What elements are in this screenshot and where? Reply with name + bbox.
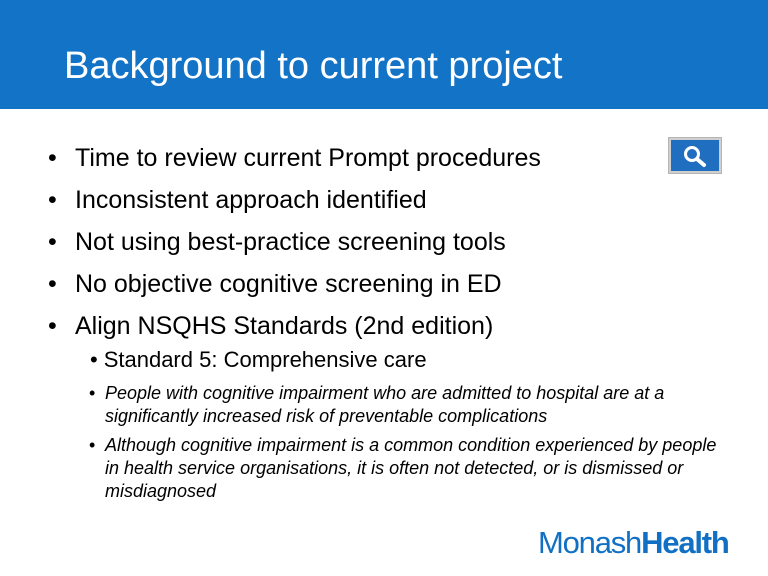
monash-health-logo [538,525,729,561]
logo-part-monash: Monash [538,525,642,560]
bullet-marker: • [48,144,57,172]
bullet-marker: • [48,228,57,256]
bullet-item [48,179,708,221]
bullet-marker: • [89,435,96,455]
bullet-item [48,263,708,305]
sub-bullet-text: Standard 5: Comprehensive care [103,347,427,372]
sub-bullet [90,344,427,376]
bullet-marker: • [48,312,57,340]
bullet-text: Inconsistent approach identified [75,186,427,214]
sub-sub-bullet-text: Although cognitive impairment is a common condition experienced by people in health service organisations, it is often not detected, or is dismissed or misdiagnosed [105,435,717,501]
sub-sub-bullet-list [89,382,729,509]
bullet-item [48,305,708,347]
page-title: Background to current project [64,45,563,87]
bullet-marker: • [48,270,57,298]
bullet-list [48,137,708,347]
bullet-text: No objective cognitive screening in ED [75,270,502,298]
sub-sub-bullet-item [89,434,729,503]
bullet-text: Align NSQHS Standards (2nd edition) [75,312,494,340]
bullet-marker: • [48,186,57,214]
bullet-marker: • [89,383,96,403]
bullet-item [48,221,708,263]
logo-part-health: Health [641,525,729,560]
sub-sub-bullet-text: People with cognitive impairment who are admitted to hospital are at a significantly increased risk of preventable complications [105,383,665,426]
bullet-item [48,137,708,179]
bullet-marker: • [90,347,98,372]
sub-sub-bullet-item [89,382,729,428]
bullet-text: Not using best-practice screening tools [75,228,506,256]
bullet-text: Time to review current Prompt procedures [75,144,541,172]
header-bar [0,0,768,109]
